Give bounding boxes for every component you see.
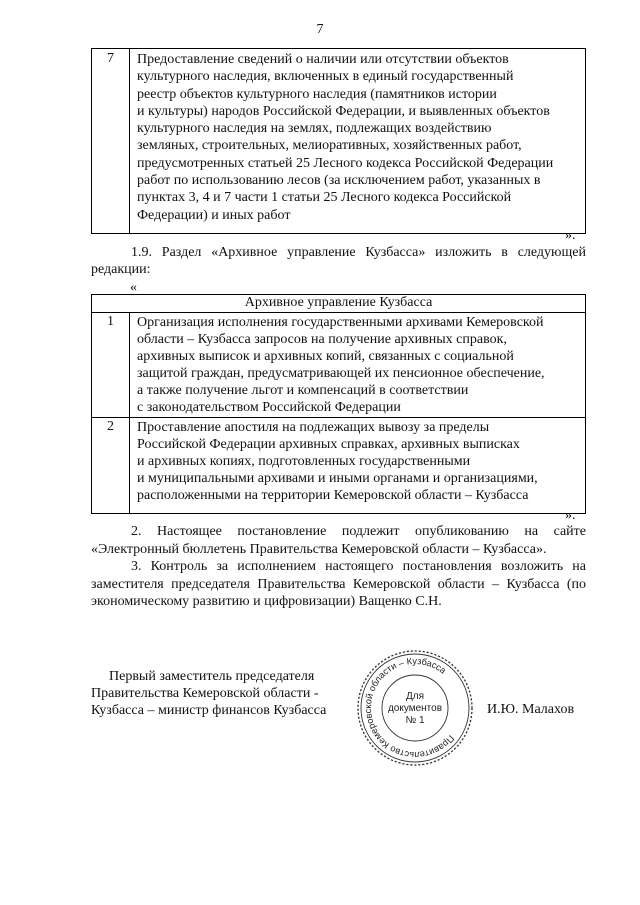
archive-table <box>91 294 586 514</box>
text-line: с законодательством Российской Федерации <box>137 400 401 415</box>
closing-quote: ». <box>565 508 576 523</box>
table-row <box>92 313 585 418</box>
stamp-center-line: № 1 <box>405 715 425 726</box>
row-text <box>137 314 582 416</box>
text-line: культурного наследия, включенных в единый государственный <box>137 69 514 85</box>
text-line: культурного наследия на землях, подлежащих воздействию <box>137 121 492 137</box>
text-line: работ по использованию лесов (за исключением работ, указанных в <box>137 173 541 189</box>
text-line: предусмотренных статьей 25 Лесного кодекса Российской Федерации <box>137 155 554 171</box>
section-1-9-paragraph <box>91 244 586 278</box>
text-line: расположенными на территории Кемеровской области – Кузбасса <box>137 488 529 503</box>
stamp-center-line: Для <box>405 691 425 702</box>
stamp-ring-text: Правительство Кемеровской области – Кузбасса <box>362 655 457 761</box>
text-line: области – Кузбасса запросов на получение архивных справок, <box>137 332 507 347</box>
section-1-9-text: 1.9. Раздел «Архивное управление Кузбасса» изложить в следующей редакции: <box>91 245 586 277</box>
paragraph-2 <box>91 523 586 558</box>
text-line: Российской Федерации архивных справках, архивных выписках <box>137 437 520 452</box>
paragraph-3 <box>91 558 586 611</box>
row-number: 7 <box>92 49 130 233</box>
row-text <box>137 419 582 504</box>
text-line: и муниципальными архивами и иными органами и организациями, <box>137 471 538 486</box>
paragraph-3-text: 3. Контроль за исполнением настоящего постановления возложить на заместителя председателя Правительства Кемеровской области – Кузбасса (по экономическому развитию и цифровизации) Ващенко С.Н. <box>91 559 586 609</box>
paragraph-2-text: 2. Настоящее постановление подлежит опубликованию на сайте «Электронный бюллетень Правительства Кемеровской области – Кузбасса». <box>91 524 586 557</box>
signatory-line: Кузбасса – министр финансов Кузбасса <box>91 703 327 718</box>
text-line: и культуры) народов Российской Федерации, и выявленных объектов <box>137 103 550 119</box>
text-line: а также получение льгот и компенсаций в соответствии <box>137 383 469 398</box>
text-line: архивных выписок и архивных копий, связанных с социальной <box>137 349 514 364</box>
text-line: пунктах 3, 4 и 7 части 1 статьи 25 Лесного кодекса Российской <box>137 190 512 206</box>
table-row <box>92 418 585 513</box>
closing-quote: ». <box>565 228 576 243</box>
official-stamp <box>356 649 474 767</box>
text-line: защитой граждан, предусматривающей их пенсионное обеспечение, <box>137 366 545 381</box>
row-number: 2 <box>92 418 130 513</box>
text-line: Предоставление сведений о наличии или отсутствии объектов <box>137 52 509 67</box>
row-number: 1 <box>92 313 130 417</box>
text-line: земляных, строительных, мелиоративных, хозяйственных работ, <box>137 138 522 154</box>
signatory-line: Правительства Кемеровской области - <box>91 686 319 701</box>
row-text <box>137 51 582 224</box>
stamp-center-line: документов <box>387 703 443 714</box>
signatory-title <box>91 668 326 719</box>
table-header: Архивное управление Кузбасса <box>92 295 585 313</box>
text-line: Организация исполнения государственными архивами Кемеровской <box>137 315 544 330</box>
table-row-7 <box>91 48 586 234</box>
text-line: Федерации) и иных работ <box>137 207 291 223</box>
text-line: Проставление апостиля на подлежащих вывозу за пределы <box>137 420 490 435</box>
signatory-line: Первый заместитель председателя <box>109 669 315 684</box>
opening-quote: « <box>130 280 137 295</box>
signatory-name: И.Ю. Малахов <box>487 702 575 717</box>
text-line: реестр объектов культурного наследия (памятников истории <box>137 86 497 102</box>
page-number: 7 <box>316 22 324 37</box>
text-line: и архивных копиях, подготовленных государственными <box>137 454 471 469</box>
